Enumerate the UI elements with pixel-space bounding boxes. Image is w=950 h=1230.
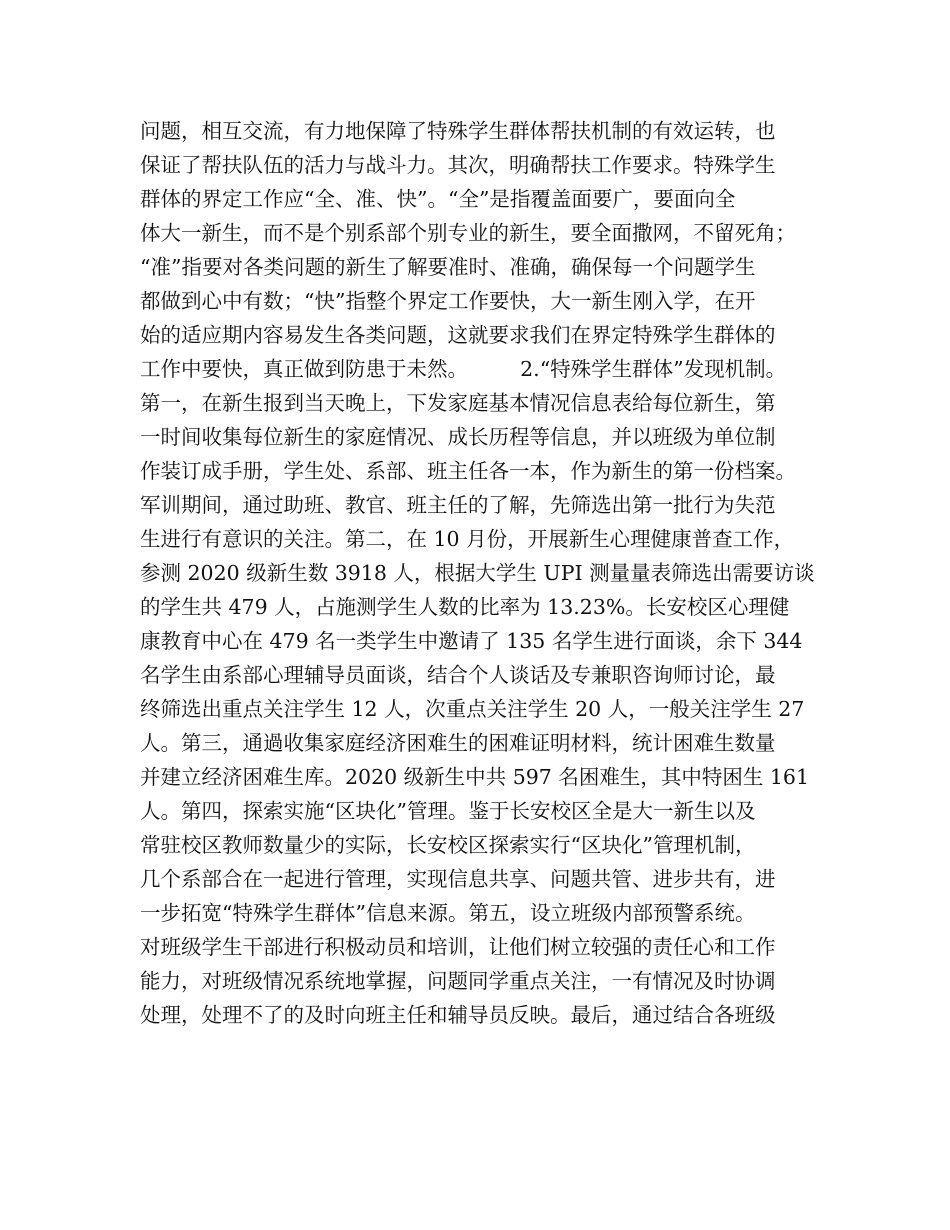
text-line: 的学生共 479 人，占施测学生人数的比率为 13.23%。长安校区心理健 (140, 595, 790, 619)
text-line: 作装订成手册，学生处、系部、班主任各一本，作为新生的第一份档案。 (140, 459, 796, 483)
text-line: 人。第四，探索实施“区块化”管理。鉴于长安校区全是大一新生以及 (140, 799, 756, 823)
text-line: 军训期间，通过助班、教官、班主任的了解，先筛选出第一批行为失范 (140, 493, 776, 517)
text-line: 能力，对班级情况系统地掌握，问题同学重点关注，一有情况及时协调 (140, 969, 776, 993)
text-line: 康教育中心在 479 名一类学生中邀请了 135 名学生进行面谈，余下 344 (140, 629, 803, 653)
text-line: 保证了帮扶队伍的活力与战斗力。其次，明确帮扶工作要求。特殊学生 (140, 153, 776, 177)
text-line: 几个系部合在一起进行管理，实现信息共享、问题共管、进步共有，进 (140, 867, 776, 891)
text-line: 始的适应期内容易发生各类问题，这就要求我们在界定特殊学生群体的 (140, 323, 776, 347)
text-line: 人。第三，通過收集家庭经济困难生的困难证明材料，统计困难生数量 (140, 731, 776, 755)
text-line: 处理，处理不了的及时向班主任和辅导员反映。最后，通过结合各班级 (140, 1003, 776, 1027)
text-line: 一步拓宽“特殊学生群体”信息来源。第五，设立班级内部预警系统。 (140, 901, 756, 925)
text-line: 体大一新生，而不是个别系部个别专业的新生，要全面撒网，不留死角； (140, 221, 796, 245)
text-line: “准”指要对各类问题的新生了解要准时、准确，确保每一个问题学生 (140, 255, 756, 279)
text-line: 群体的界定工作应“全、准、快”。“全”是指覆盖面要广，要面向全 (140, 187, 736, 211)
text-line: 终筛选出重点关注学生 12 人，次重点关注学生 20 人，一般关注学生 27 (140, 697, 805, 721)
text-line: 对班级学生干部进行积极动员和培训，让他们树立较强的责任心和工作 (140, 935, 776, 959)
text-line: 都做到心中有数；“快”指整个界定工作要快，大一新生刚入学，在开 (140, 289, 756, 313)
text-line: 名学生由系部心理辅导员面谈，结合个人谈话及专兼职咨询师讨论，最 (140, 663, 776, 687)
text-line: 并建立经济困难生库。2020 级新生中共 597 名困难生，其中特困生 161 (140, 765, 809, 789)
text-line: 第一，在新生报到当天晚上，下发家庭基本情况信息表给每位新生，第 (140, 391, 776, 415)
text-line: 生进行有意识的关注。第二，在 10 月份，开展新生心理健康普查工作， (140, 527, 795, 551)
text-line: 问题，相互交流，有力地保障了特殊学生群体帮扶机制的有效运转，也 (140, 119, 776, 143)
text-line: 参测 2020 级新生数 3918 人，根据大学生 UPI 测量量表筛选出需要访谈 (140, 561, 815, 585)
text-line: 常驻校区教师数量少的实际，长安校区探索实行“区块化”管理机制， (140, 833, 756, 857)
body-text (140, 114, 830, 1032)
text-line: 一时间收集每位新生的家庭情况、成长历程等信息，并以班级为单位制 (140, 425, 776, 449)
text-line: 工作中要快，真正做到防患于未然。 2.“特殊学生群体”发现机制。 (140, 357, 787, 381)
